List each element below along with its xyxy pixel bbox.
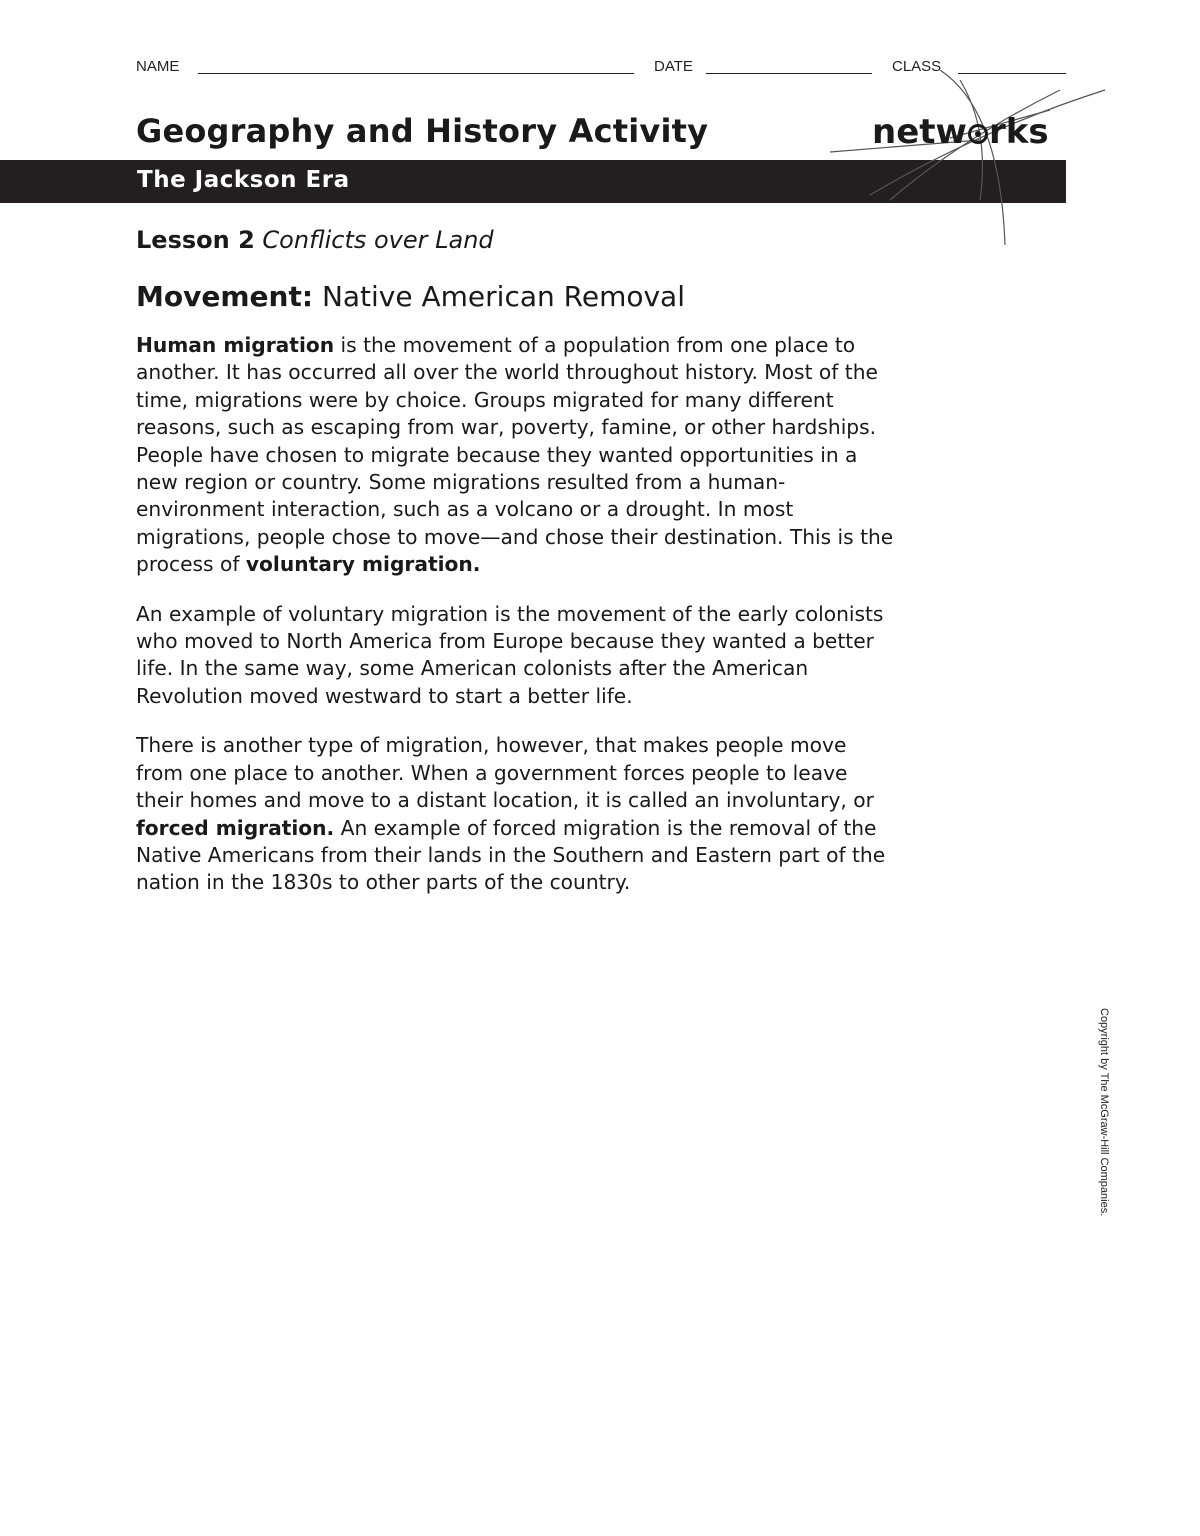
lesson-title: Conflicts over Land bbox=[262, 226, 494, 254]
paragraph-3-text-end: An example of forced migration is the removal of the Native Americans from their lands in the Southern and Eastern part of the nation in the 1830s to other parts of the country. bbox=[136, 815, 886, 895]
section-label: Movement: bbox=[136, 280, 314, 313]
name-label: NAME bbox=[136, 58, 180, 75]
paragraph-3-text: There is another type of migration, however, that makes people move from one place to another. When a government forces people to leave their homes and move to a distant location, it is called an involuntary, or bbox=[136, 733, 874, 813]
logo-text-end: rks bbox=[988, 112, 1049, 152]
term-forced-migration: forced migration. bbox=[136, 815, 335, 840]
class-label: CLASS bbox=[892, 58, 942, 75]
paragraph-2: An example of voluntary migration is the movement of the early colonists who moved to North America from Europe because they wanted a better life. In the same way, some American colonists after the American Revolution moved westward to start a better life. bbox=[136, 601, 884, 708]
copyright-notice: Copyright by The McGraw-Hill Companies. bbox=[1098, 1008, 1110, 1217]
name-field[interactable] bbox=[136, 58, 179, 75]
term-human-migration: Human migration bbox=[136, 333, 335, 357]
name-line bbox=[198, 73, 634, 74]
body-text bbox=[136, 332, 896, 919]
logo-o-icon bbox=[968, 124, 988, 144]
chapter-title: The Jackson Era bbox=[137, 167, 350, 193]
networks-logo bbox=[872, 112, 1072, 156]
date-label: DATE bbox=[654, 58, 693, 75]
section-title: Native American Removal bbox=[321, 280, 685, 313]
lesson-number: Lesson 2 bbox=[136, 226, 255, 254]
logo-text-start: netw bbox=[872, 112, 967, 152]
network-lines-icon bbox=[830, 70, 1120, 250]
term-voluntary-migration: voluntary migration. bbox=[245, 552, 481, 577]
paragraph-3 bbox=[136, 732, 896, 896]
date-field[interactable] bbox=[654, 58, 693, 75]
lesson-heading bbox=[136, 226, 494, 254]
paragraph-1 bbox=[136, 332, 896, 579]
section-heading bbox=[136, 280, 685, 313]
page-title: Geography and History Activity bbox=[136, 112, 709, 150]
paragraph-1-text: is the movement of a population from one place to another. It has occurred all over the world throughout history. Most of the time, migrations were by choice. Groups migrated for many different reasons, such as escaping from war, poverty, famine, or other hardships. People have chosen to migrate because they wanted opportunities in a new region or country. Some migrations resulted from a human-environment interaction, such as a volcano or a drought. In most migrations, people chose to move—and chose their destination. This is the process of bbox=[136, 333, 894, 577]
